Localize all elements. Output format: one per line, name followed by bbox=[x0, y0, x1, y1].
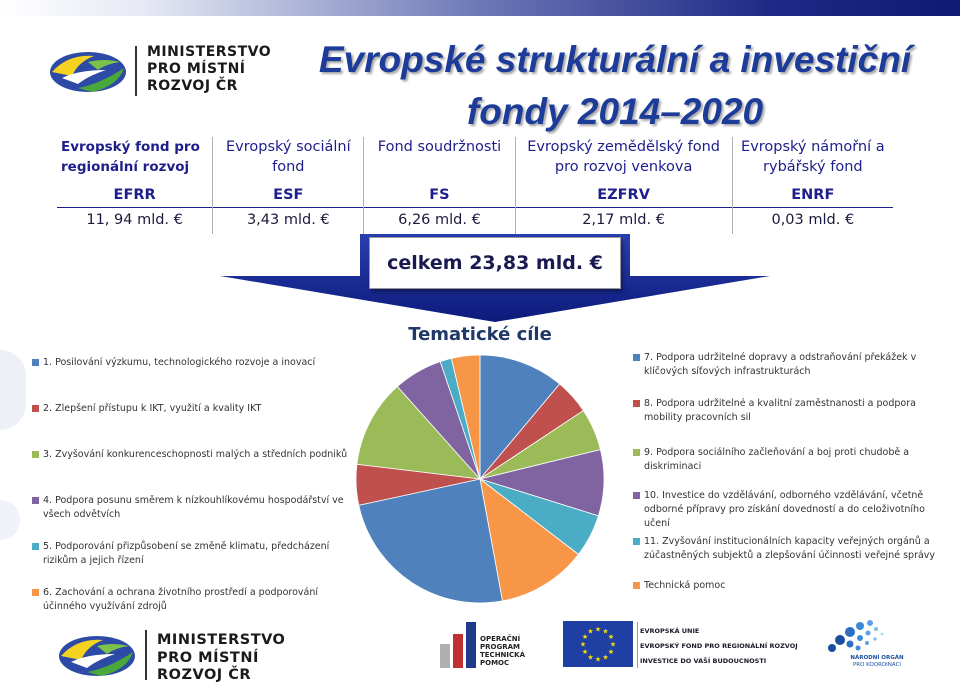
legend-item bbox=[32, 586, 352, 614]
legend-label: 4. Podpora posunu směrem k nízkouhlíkovému hospodářství ve všech odvětvích bbox=[43, 495, 344, 520]
fund-abbr: ENRF bbox=[732, 185, 893, 208]
eu-line: INVESTICE DO VAŠÍ BUDOUCNOSTI bbox=[640, 657, 767, 665]
mmr-logo-icon bbox=[57, 632, 139, 680]
footer-ministry-name bbox=[157, 632, 285, 685]
fund-name: Evropský sociální fond bbox=[213, 137, 364, 185]
legend-item bbox=[633, 446, 953, 474]
legend-label: 10. Investice do vzdělávání, odborného vzdělávání, včetně odborné přípravy pro získání dovedností a do celoživotního učení bbox=[644, 490, 925, 529]
optp-line: POMOC bbox=[480, 659, 510, 667]
total-amount-box: celkem 23,83 mld. € bbox=[369, 237, 621, 289]
legend-right bbox=[633, 351, 953, 601]
eu-star-icon: ★ bbox=[579, 640, 587, 649]
eu-star-icon: ★ bbox=[594, 655, 602, 664]
fund-amount: 11, 94 mld. € bbox=[57, 208, 213, 235]
fund-abbr: EFRR bbox=[113, 187, 156, 203]
legend-item bbox=[633, 351, 953, 379]
nok-name bbox=[842, 655, 912, 669]
legend-swatch bbox=[633, 449, 640, 456]
legend-item bbox=[32, 402, 352, 416]
optp-line: TECHNICKÁ bbox=[480, 651, 525, 659]
fund-amount: 6,26 mld. € bbox=[364, 208, 515, 235]
eu-star-icon: ★ bbox=[607, 633, 615, 641]
fund-amount-row bbox=[57, 208, 893, 235]
legend-item bbox=[32, 540, 352, 568]
fund-name: Evropský námořní a rybářský fond bbox=[732, 137, 893, 185]
legend-swatch bbox=[633, 582, 640, 589]
legend-label: 3. Zvyšování konkurenceschopnosti malých a středních podniků bbox=[43, 449, 348, 460]
legend-swatch bbox=[32, 497, 39, 504]
legend-swatch bbox=[32, 589, 39, 596]
legend-label: 8. Podpora udržitelné a kvalitní zaměstnanosti a podpora mobility pracovních sil bbox=[644, 398, 916, 423]
logo-separator bbox=[145, 630, 147, 680]
fund-amount: 2,17 mld. € bbox=[515, 208, 732, 235]
optp-name bbox=[480, 635, 525, 667]
nok-line: PRO KOORDINACI bbox=[852, 662, 902, 668]
legend-swatch bbox=[633, 354, 640, 361]
legend-label: 9. Podpora sociálního začleňování a boj proti chudobě a diskriminaci bbox=[644, 447, 910, 472]
legend-item bbox=[633, 397, 953, 425]
eu-star-icon: ★ bbox=[581, 648, 589, 656]
legend-swatch bbox=[633, 400, 640, 407]
legend-label: 5. Podporování přizpůsobení se změně klimatu, předcházení rizikům a jejich řízení bbox=[43, 541, 330, 566]
optp-line: OPERAČNÍ bbox=[480, 635, 521, 643]
eu-line: EVROPSKÁ UNIE bbox=[640, 627, 700, 635]
funds-table bbox=[57, 137, 893, 234]
eu-star-icon: ★ bbox=[602, 627, 609, 636]
legend-item bbox=[633, 579, 953, 593]
eu-star-icon: ★ bbox=[594, 625, 602, 634]
fund-name: Evropský fond pro regionální rozvoj bbox=[61, 139, 200, 175]
background-decoration bbox=[0, 350, 26, 430]
pie-chart bbox=[350, 348, 610, 610]
eu-star-icon: ★ bbox=[602, 653, 609, 662]
fund-name: Evropský zemědělský fond pro rozvoj venkova bbox=[515, 137, 732, 185]
ministry-line: ROZVOJ ČR bbox=[157, 667, 252, 684]
title-line: fondy 2014–2020 bbox=[466, 91, 764, 132]
legend-swatch bbox=[32, 451, 39, 458]
legend-item bbox=[32, 448, 352, 462]
ministry-line: MINISTERSTVO bbox=[157, 632, 286, 648]
mmr-logo-icon bbox=[48, 48, 130, 96]
eu-star-icon: ★ bbox=[607, 648, 615, 656]
fund-name: Fond soudržnosti bbox=[364, 137, 515, 185]
eu-flag-icon bbox=[563, 621, 633, 667]
ministry-line: ROZVOJ ČR bbox=[147, 78, 238, 95]
ministry-name bbox=[147, 44, 271, 95]
legend-swatch bbox=[32, 543, 39, 550]
legend-swatch bbox=[32, 359, 39, 366]
legend-label: 7. Podpora udržitelné dopravy a odstraňování překážek v klíčových síťových infrastrukturách bbox=[644, 352, 917, 377]
legend-item bbox=[633, 535, 953, 563]
eu-star-icon: ★ bbox=[581, 633, 589, 641]
title-line: Evropské strukturální a investiční bbox=[318, 39, 912, 80]
fund-amount: 0,03 mld. € bbox=[732, 208, 893, 235]
chart-title: Tematické cíle bbox=[408, 324, 552, 345]
page-title bbox=[300, 34, 930, 138]
legend-label: 11. Zvyšování institucionálních kapacity veřejných orgánů a zúčastněných subjektů a zlepšování účinnosti veřejné správy bbox=[644, 536, 936, 561]
eu-star-icon: ★ bbox=[587, 653, 594, 662]
optp-logo-icon bbox=[440, 622, 476, 668]
legend-swatch bbox=[32, 405, 39, 412]
background-decoration bbox=[0, 500, 20, 540]
eu-fund-text bbox=[640, 624, 798, 669]
legend-label: Technická pomoc bbox=[644, 580, 726, 591]
top-gradient-bar bbox=[0, 0, 960, 16]
eu-divider bbox=[637, 622, 638, 668]
fund-abbr: EZFRV bbox=[515, 185, 732, 208]
optp-line: PROGRAM bbox=[480, 643, 520, 651]
legend-item bbox=[633, 489, 953, 531]
ministry-line: PRO MÍSTNÍ bbox=[147, 61, 246, 78]
fund-abbr-row bbox=[57, 185, 893, 208]
fund-amount: 3,43 mld. € bbox=[213, 208, 364, 235]
eu-star-icon: ★ bbox=[587, 627, 594, 636]
eu-star-icon: ★ bbox=[609, 640, 617, 649]
fund-abbr: FS bbox=[364, 185, 515, 208]
fund-names-row bbox=[57, 137, 893, 185]
legend-swatch bbox=[633, 538, 640, 545]
legend-item bbox=[32, 356, 352, 370]
ministry-line: MINISTERSTVO bbox=[147, 44, 272, 60]
eu-line: EVROPSKÝ FOND PRO REGIONÁLNÍ ROZVOJ bbox=[640, 642, 798, 650]
legend-left bbox=[32, 356, 362, 618]
fund-abbr: ESF bbox=[213, 185, 364, 208]
nok-line: NÁRODNÍ ORGÁN bbox=[850, 655, 904, 661]
legend-label: 2. Zlepšení přístupu k IKT, využití a kvality IKT bbox=[43, 403, 262, 414]
logo-separator bbox=[135, 46, 137, 96]
ministry-line: PRO MÍSTNÍ bbox=[157, 649, 259, 666]
legend-item bbox=[32, 494, 352, 522]
legend-swatch bbox=[633, 492, 640, 499]
legend-label: 6. Zachování a ochrana životního prostředí a podporování účinného využívání zdrojů bbox=[43, 587, 318, 612]
nok-logo-icon bbox=[822, 618, 888, 656]
legend-label: 1. Posilování výzkumu, technologického rozvoje a inovací bbox=[43, 357, 316, 368]
